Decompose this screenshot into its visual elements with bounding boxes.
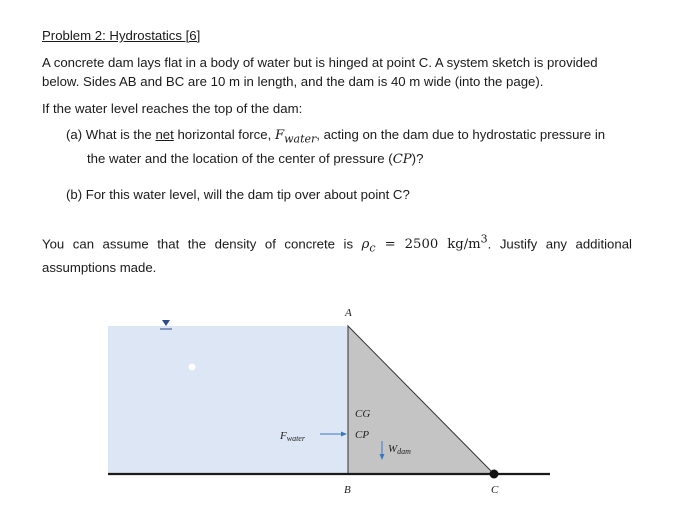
part-a-label: (a) xyxy=(66,127,83,142)
part-b-text: For this water level, will the dam tip over about point C? xyxy=(85,187,410,202)
label-fwater: Fwater xyxy=(280,430,305,443)
label-wdam: Wdam xyxy=(388,443,411,456)
part-a-line2: the water and the location of the center of pressure (CP)? xyxy=(87,150,424,167)
label-b: B xyxy=(344,484,351,496)
part-a-text: What is the net horizontal force, $F_{water}$, acting on the dam due to hydrostatic pressure in xyxy=(85,127,606,146)
bubble-dot xyxy=(189,364,196,371)
density-expression: $\rho_c = 2500$ $kg/m^3$ xyxy=(361,233,488,256)
force-symbol: $F_{water}$ xyxy=(274,128,317,146)
dam-body xyxy=(348,326,494,474)
problem-intro: A concrete dam lays flat in a body of water but is hinged at point C. A system sketch is provided below. Sides AB and BC are 10 m in length, and the dam is 40 m wide (into the page). xyxy=(42,55,598,89)
label-a: A xyxy=(345,307,352,319)
problem-title: Problem 2: Hydrostatics [6] xyxy=(42,28,201,43)
water-body xyxy=(108,326,348,474)
part-b-label: (b) xyxy=(66,187,83,202)
label-c: C xyxy=(491,484,499,496)
label-cg: CG xyxy=(355,408,371,420)
label-cp: CP xyxy=(355,429,370,441)
net-emphasis: net xyxy=(155,127,174,142)
assumption-note: You can assume that the density of concrete is $\rho_c = 2500$ $kg/m^3$. Justify any additional assumptions made. xyxy=(42,233,632,276)
question-prompt: If the water level reaches the top of the dam: xyxy=(42,101,303,116)
hinge-c xyxy=(490,470,499,479)
